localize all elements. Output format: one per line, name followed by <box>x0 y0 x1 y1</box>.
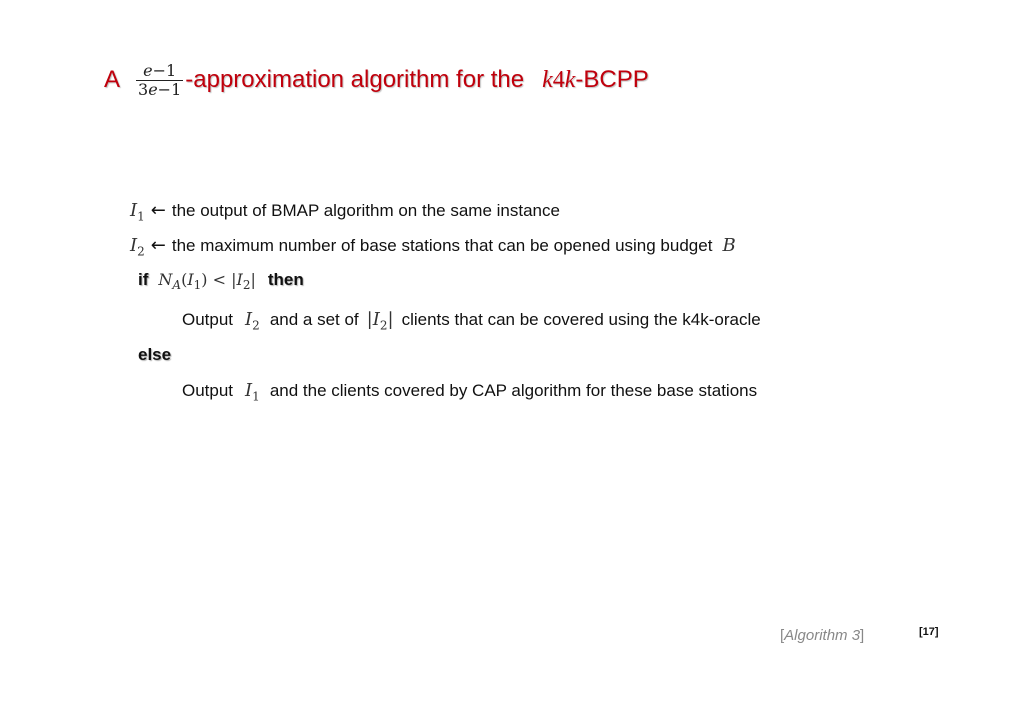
line-text: and the clients covered by CAP algorithm for these base stations <box>269 381 758 400</box>
assign-arrow: ← <box>150 200 166 221</box>
line-text: the maximum number of base stations that can be opened using budget <box>171 236 713 255</box>
approximation-ratio-fraction <box>136 62 183 99</box>
algorithm-caption: [Algorithm 3] <box>780 627 865 644</box>
title-problem-name: k4k <box>542 66 576 93</box>
line-text: and a set of <box>269 310 359 329</box>
algorithm-line-6 <box>182 380 757 404</box>
math-i2: $I_2$ <box>245 309 260 333</box>
title-suffix: -BCPP <box>575 66 649 93</box>
keyword-if: if <box>138 270 149 289</box>
math-i2: $I_2$ <box>130 235 145 259</box>
output-label: Output <box>182 310 234 329</box>
math-budget: B <box>722 235 736 256</box>
algorithm-line-2 <box>130 235 736 259</box>
fraction-denominator: 3e−1 <box>138 79 182 99</box>
assign-arrow: ← <box>150 235 166 256</box>
slide-title <box>104 58 649 102</box>
math-i1: $I_1$ <box>130 200 145 224</box>
keyword-else: else <box>138 345 172 364</box>
math-i1: $I_1$ <box>245 380 260 404</box>
line-text: the output of BMAP algorithm on the same instance <box>171 201 560 220</box>
line-text: clients that can be covered using the k4k-oracle <box>401 310 761 329</box>
math-abs-i2: $|I_2|$ <box>366 309 394 333</box>
math-condition: $N_A(I_1) < |I_2|$ <box>158 270 256 293</box>
algorithm-line-5 <box>138 345 171 365</box>
algorithm-line-4 <box>182 309 761 333</box>
fraction-numerator: e−1 <box>143 60 177 80</box>
algorithm-line-1 <box>130 200 560 224</box>
title-text: -approximation algorithm for the <box>185 66 525 93</box>
output-label: Output <box>182 381 234 400</box>
reference-number: [17] <box>919 626 939 638</box>
algorithm-line-3 <box>138 270 304 292</box>
keyword-then: then <box>267 270 304 289</box>
title-prefix: A <box>104 66 121 93</box>
